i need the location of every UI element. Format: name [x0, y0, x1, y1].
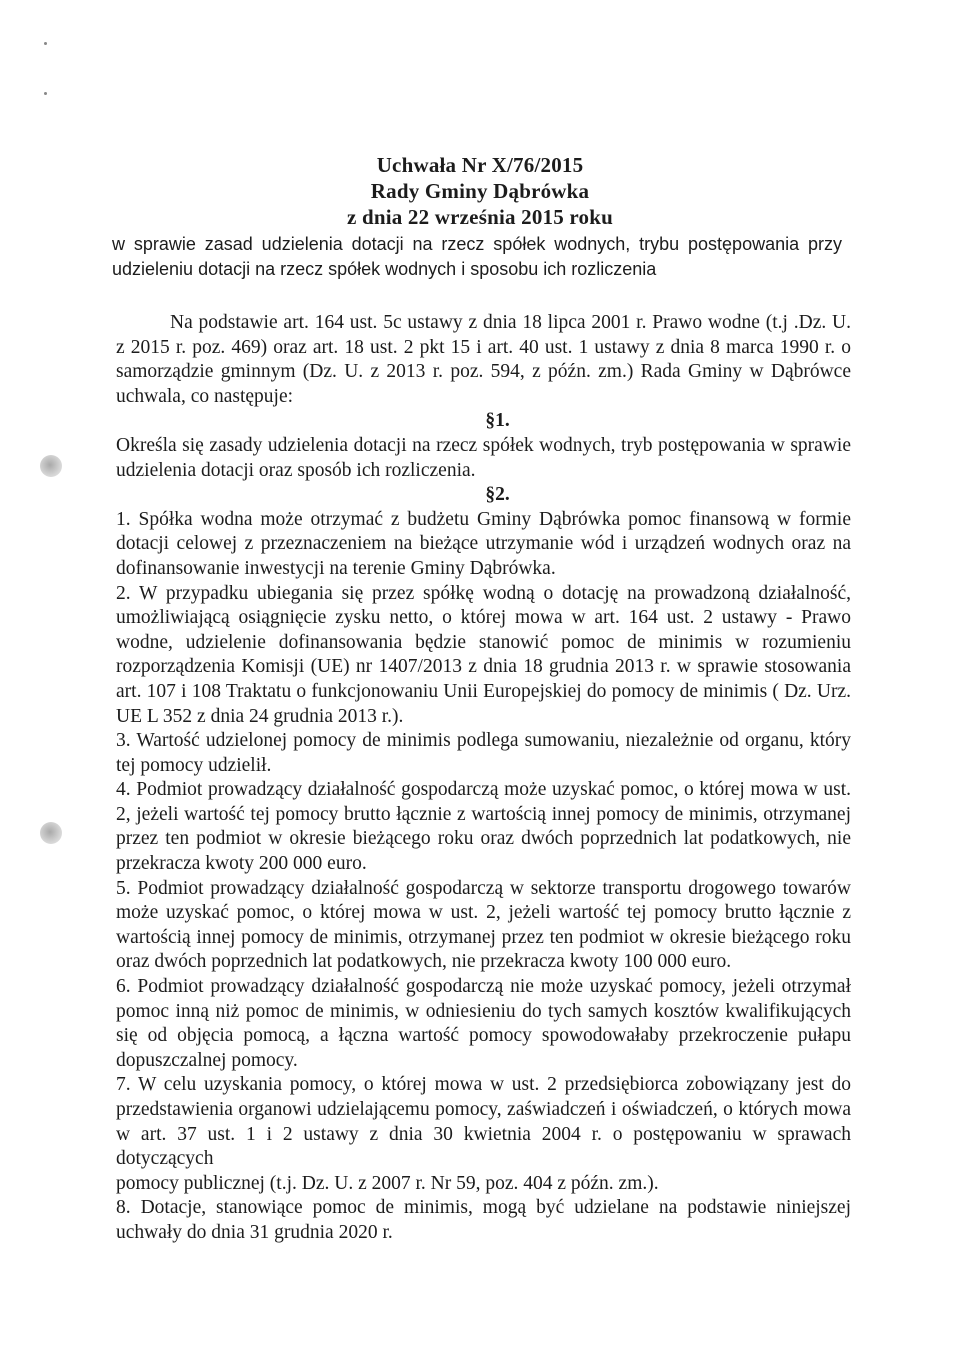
point-line: 3. Wartość udzielonej pomocy de minimis podlega sumowaniu, niezależnie od organu, który	[116, 730, 851, 752]
section-2	[116, 483, 851, 1245]
point-line: dotacji celowej z przeznaczeniem na bieżące utrzymanie wód i urządzeń wodnych oraz na	[116, 533, 851, 555]
point-line: dofinansowanie inwestycji na terenie Gminy Dąbrówka.	[116, 557, 556, 579]
point-line: rozporządzenia Komisji (UE) nr 1407/2013 z dnia 18 grudnia 2013 r. w sprawie stosowania	[116, 656, 851, 678]
point-line: dopuszczalnej pomocy.	[116, 1049, 298, 1071]
point-line: 7. W celu uzyskania pomocy, o której mowa w ust. 2 przedsiębiorca zobowiązany jest do	[116, 1074, 851, 1096]
punch-hole	[40, 822, 62, 844]
resolution-title: Uchwała Nr X/76/2015	[376, 153, 584, 177]
point-1	[116, 508, 851, 582]
point-line: umożliwiającą osiągnięcie zysku netto, o której mowa w art. 164 ust. 2 ustawy - Prawo	[116, 607, 851, 629]
point-line: 4. Podmiot prowadzący działalność gospodarczą może uzyskać pomoc, o której mowa w ust.	[116, 779, 851, 801]
subject-line: udzieleniu dotacji na rzecz spółek wodnych i sposobu ich rozliczenia	[112, 259, 657, 279]
point-3	[116, 729, 851, 778]
point-2	[116, 582, 851, 730]
point-line: art. 107 i 108 Traktatu o funkcjonowaniu Unii Europejskiej do pomocy de minimis ( Dz. Urz.	[116, 680, 851, 702]
resolution-header	[0, 152, 960, 230]
resolution-body	[116, 311, 851, 1246]
punch-hole	[40, 455, 62, 477]
resolution-subject	[112, 232, 842, 282]
council-name: Rady Gminy Dąbrówka	[370, 179, 590, 203]
point-line: UE L 352 z dnia 24 grudnia 2013 r.).	[116, 705, 404, 727]
preamble-line: uchwala, co następuje:	[116, 385, 294, 407]
point-line: uchwały do dnia 31 grudnia 2020 r.	[116, 1221, 393, 1243]
point-line: przekracza kwoty 200 000 euro.	[116, 853, 367, 875]
section-line: Określa się zasady udzielenia dotacji na rzecz spółek wodnych, tryb postępowania w sprawie	[116, 434, 851, 456]
preamble	[116, 311, 851, 409]
scan-speck	[44, 42, 47, 45]
point-line: się od objęcia pomocą, a łączna wartość pomocy spowodowałaby przekroczenie pułapu	[116, 1025, 851, 1047]
point-line: tej pomocy udzielił.	[116, 754, 272, 776]
point-5	[116, 877, 851, 975]
point-line: może uzyskać pomoc, o której mowa w ust. 2, jeżeli wartość tej pomocy brutto łącznie z	[116, 902, 851, 924]
preamble-line: Na podstawie art. 164 ust. 5c ustawy z dnia 18 lipca 2001 r. Prawo wodne (t.j .Dz. U.	[170, 312, 851, 333]
scan-speck	[44, 92, 47, 95]
point-line: pomocy publicznej (t.j. Dz. U. z 2007 r. Nr 59, poz. 404 z późn. zm.).	[116, 1172, 659, 1194]
point-6	[116, 975, 851, 1073]
point-line: wartością innej pomocy de minimis, otrzymanej przez ten podmiot w okresie bieżącego roku	[116, 926, 851, 948]
point-line: pomoc inną niż pomoc de minimis, w odniesieniu do tych samych kosztów kwalifikujących	[116, 1000, 851, 1022]
preamble-line: samorządzie gminnym (Dz. U. z 2013 r. poz. 594, z późn. zm.) Rada Gminy w Dąbrówce	[116, 361, 851, 383]
section-heading: §1.	[485, 410, 510, 432]
point-7	[116, 1073, 851, 1196]
resolution-date: z dnia 22 września 2015 roku	[347, 205, 613, 229]
preamble-line: z 2015 r. poz. 469) oraz art. 18 ust. 2 pkt 15 i art. 40 ust. 1 ustawy z dnia 8 marca 1990 r. o	[116, 336, 851, 358]
point-line: 1. Spółka wodna może otrzymać z budżetu Gminy Dąbrówka pomoc finansową w formie	[116, 508, 851, 530]
section-heading: §2.	[485, 484, 510, 506]
point-line: 8. Dotacje, stanowiące pomoc de minimis, mogą być udzielane na podstawie niniejszej	[116, 1197, 851, 1219]
point-line: 2, jeżeli wartość tej pomocy brutto łącznie z wartością innej pomocy de minimis, otrzymanej	[116, 803, 851, 825]
point-line: wodne, udzielenie dofinansowania będzie stanowić pomoc de minimis w rozumieniu	[116, 631, 851, 653]
point-4	[116, 778, 851, 876]
subject-line: w sprawie zasad udzielenia dotacji na rzecz spółek wodnych, trybu postępowania przy	[112, 234, 842, 254]
point-line: przez ten podmiot w okresie bieżącego roku oraz dwóch poprzednich lat podatkowych, nie	[116, 828, 851, 850]
point-line: oraz dwóch poprzednich lat podatkowych, nie przekracza kwoty 100 000 euro.	[116, 951, 732, 973]
point-line: 2. W przypadku ubiegania się przez spółkę wodną o dotację na prowadzoną działalność,	[116, 582, 851, 604]
point-line: 6. Podmiot prowadzący działalność gospodarczą nie może uzyskać pomocy, jeżeli otrzymał	[116, 976, 851, 998]
point-line: przedstawienia organowi udzielającemu pomocy, zaświadczeń i oświadczeń, o których mowa	[116, 1099, 851, 1120]
point-8	[116, 1196, 851, 1245]
section-1	[116, 409, 851, 483]
section-line: udzielenia dotacji oraz sposób ich rozliczenia.	[116, 459, 476, 481]
point-line: 5. Podmiot prowadzący działalność gospodarczą w sektorze transportu drogowego towarów	[116, 877, 851, 899]
point-line: w art. 37 ust. 1 i 2 ustawy z dnia 30 kwietnia 2004 r. o postępowaniu w sprawach dotyczących	[116, 1123, 851, 1170]
